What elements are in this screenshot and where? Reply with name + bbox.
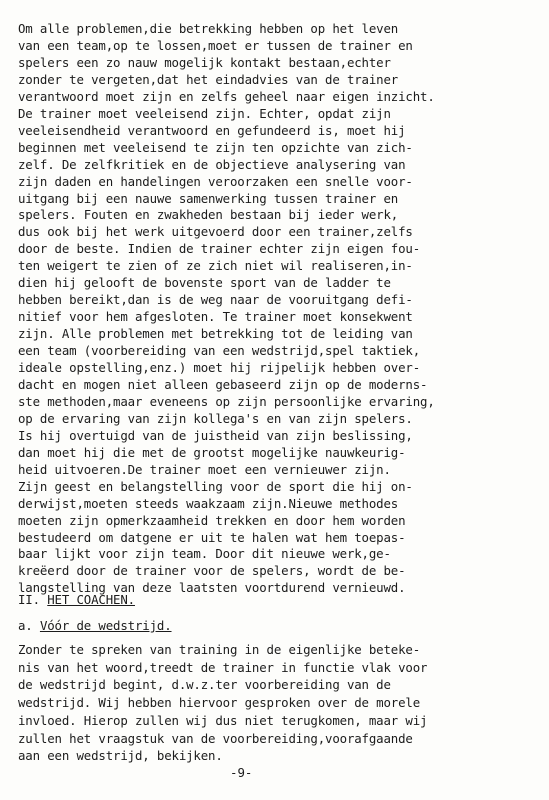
text-line: Zonder te spreken van training in de eigenlijke beteke-: [18, 642, 421, 657]
text-line: dien hij gelooft de bovenste sport van de ladder te: [18, 275, 391, 290]
text-line: derwijst,moeten steeds waakzaam zijn.Nieuwe methodes: [18, 496, 399, 511]
text-line: moeten zijn opmerkzaamheid trekken en door hem worden: [18, 513, 406, 528]
text-line: ste methoden,maar eveneens op zijn persoonlijke ervaring,: [18, 394, 435, 409]
text-line: Zijn geest en belangstelling voor de sport die hij on-: [18, 479, 413, 494]
text-line: spelers een zo nauw mogelijk kontakt bestaan,echter: [18, 55, 391, 70]
section-title: HET COACHEN.: [47, 592, 135, 607]
text-line: zijn. Alle problemen met betrekking tot de leiding van: [18, 326, 413, 341]
text-line: door de beste. Indien de trainer echter zijn eigen fou-: [18, 241, 421, 256]
text-line: van een team,op te lossen,moet er tussen de trainer en: [18, 38, 413, 53]
text-line: langstelling van deze laatsten voortdurend vernieuwd.: [18, 580, 406, 595]
text-line: Is hij overtuigd van de juistheid van zijn beslissing,: [18, 428, 413, 443]
text-line: heid uitvoeren.De trainer moet een vernieuwer zijn.: [18, 462, 391, 477]
text-line: Om alle problemen,die betrekking hebben op het leven: [18, 21, 399, 36]
subsection-letter: a.: [18, 618, 33, 633]
page-number: -9-: [230, 765, 253, 780]
text-line: de wedstrijd begint, d.w.z.ter voorbereiding van de: [18, 677, 391, 692]
text-line: nitief voor hem afgesloten. Te trainer moet konsekwent: [18, 309, 413, 324]
text-line: wedstrijd. Wij hebben hiervoor gesproken over de morele: [18, 695, 421, 710]
text-line: zonder te vergeten,dat het eindadvies van de trainer: [18, 72, 399, 87]
text-line: invloed. Hierop zullen wij dus niet terugkomen, maar wij: [18, 713, 428, 728]
text-line: op de ervaring van zijn kollega's en van zijn spelers.: [18, 411, 413, 426]
subsection-title: Vóór de wedstrijd.: [39, 618, 172, 633]
text-line: spelers. Fouten en zwakheden bestaan bij ieder werk,: [18, 207, 399, 222]
text-line: zelf. De zelfkritiek en de objectieve analysering van: [18, 157, 406, 172]
text-line: uitgang bij een nauwe samenwerking tussen trainer en: [18, 191, 399, 206]
text-line: bestudeerd om datgene er uit te halen wat hem toepas-: [18, 530, 406, 545]
section-heading: [18, 591, 135, 609]
text-line: verantwoord moet zijn en zelfs geheel naar eigen inzicht.: [18, 89, 435, 104]
text-line: hebben bereikt,dan is de weg naar de vooruitgang defi-: [18, 292, 413, 307]
text-line: nis van het woord,treedt de trainer in functie vlak voor: [18, 660, 428, 675]
text-line: aan een wedstrijd, bekijken.: [18, 748, 223, 763]
text-line: dus ook bij het werk uitgevoerd door een trainer,zelfs: [18, 224, 413, 239]
text-line: ten weigert te zien of ze zich niet wil realiseren,in-: [18, 258, 413, 273]
section-number: II.: [18, 592, 40, 607]
text-line: zijn daden en handelingen veroorzaken een snelle voor-: [18, 174, 413, 189]
text-line: beginnen met veeleisend te zijn ten opzichte van zich-: [18, 140, 413, 155]
subsection-heading: [18, 617, 172, 635]
text-line: een team (voorbereiding van een wedstrijd,spel taktiek,: [18, 343, 421, 358]
text-line: veeleisendheid verantwoord en gefundeerd is, moet hij: [18, 123, 406, 138]
text-line: ideale opstelling,enz.) moet hij rijpelijk hebben over-: [18, 360, 421, 375]
text-line: dacht en mogen niet alleen gebaseerd zijn op de moderns-: [18, 377, 428, 392]
text-line: dan moet hij die met de grootst mogelijke nauwkeurig-: [18, 445, 406, 460]
text-line: zullen het vraagstuk van de voorbereiding,voorafgaande: [18, 731, 413, 746]
text-line: De trainer moet veeleisend zijn. Echter, opdat zijn: [18, 106, 391, 121]
text-line: kreëerd door de trainer voor de spelers, wordt de be-: [18, 563, 406, 578]
text-line: baar lijkt voor zijn team. Door dit nieuwe werk,ge-: [18, 546, 391, 561]
